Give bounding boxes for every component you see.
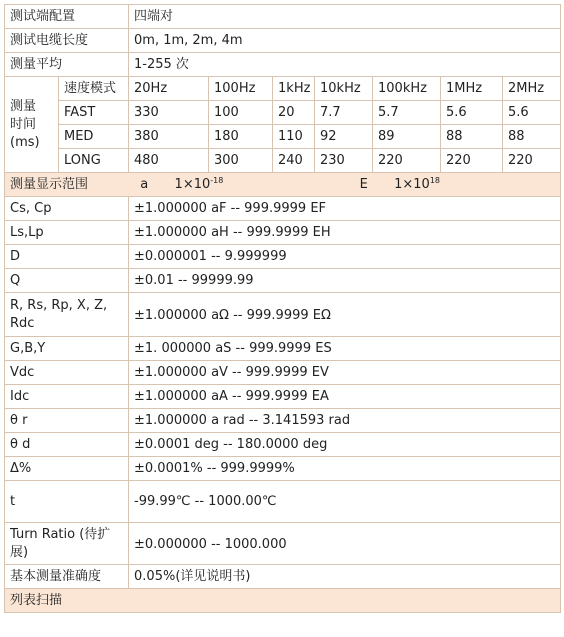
param-row bbox=[5, 245, 561, 269]
param-value: ±1.000000 aF -- 999.9999 EF bbox=[129, 197, 561, 221]
row-value: 四端对 bbox=[129, 5, 561, 29]
param-row bbox=[5, 523, 561, 565]
param-label: θ d bbox=[5, 433, 129, 457]
param-row bbox=[5, 481, 561, 523]
row-label: 测试端配置 bbox=[5, 5, 129, 29]
time-cell: 480 bbox=[129, 149, 209, 173]
time-label-line: (ms) bbox=[10, 134, 40, 150]
row-label: 测试电缆长度 bbox=[5, 29, 129, 53]
time-cell: 5.7 bbox=[373, 101, 441, 125]
freq-header: 2MHz bbox=[503, 77, 561, 101]
speed-mode-name: FAST bbox=[59, 101, 129, 125]
param-row bbox=[5, 361, 561, 385]
freq-header: 10kHz bbox=[315, 77, 373, 101]
param-value: ±0.01 -- 99999.99 bbox=[129, 269, 561, 293]
time-cell: 7.7 bbox=[315, 101, 373, 125]
param-row bbox=[5, 433, 561, 457]
param-value: ±1. 000000 aS -- 999.9999 ES bbox=[129, 337, 561, 361]
param-value: ±1.000000 a rad -- 3.141593 rad bbox=[129, 409, 561, 433]
speed-mode-header: 速度模式 bbox=[59, 77, 129, 101]
time-cell: 220 bbox=[503, 149, 561, 173]
time-cell: 5.6 bbox=[503, 101, 561, 125]
freq-header: 100kHz bbox=[373, 77, 441, 101]
param-label: Q bbox=[5, 269, 129, 293]
range-header bbox=[5, 173, 561, 197]
time-cell: 20 bbox=[273, 101, 315, 125]
range-e-value: $1\times 10^{18}$ bbox=[394, 175, 441, 192]
time-cell: 100 bbox=[209, 101, 273, 125]
freq-header: 20Hz bbox=[129, 77, 209, 101]
speed-mode-name: MED bbox=[59, 125, 129, 149]
time-cell: 88 bbox=[503, 125, 561, 149]
row-list-scan bbox=[5, 589, 561, 613]
time-cell: 230 bbox=[315, 149, 373, 173]
time-row-fast bbox=[5, 101, 561, 125]
row-cable bbox=[5, 29, 561, 53]
param-row bbox=[5, 221, 561, 245]
time-cell: 110 bbox=[273, 125, 315, 149]
time-label-line: 时间 bbox=[10, 116, 37, 132]
range-label: 测量显示范围 bbox=[10, 176, 89, 192]
freq-header: 1MHz bbox=[441, 77, 503, 101]
param-value: -99.99℃ -- 1000.00℃ bbox=[129, 481, 561, 523]
param-row bbox=[5, 197, 561, 221]
row-label: 基本测量准确度 bbox=[5, 565, 129, 589]
speed-mode-name: LONG bbox=[59, 149, 129, 173]
range-e-symbol: E bbox=[359, 176, 368, 192]
param-label: Vdc bbox=[5, 361, 129, 385]
param-label: θ r bbox=[5, 409, 129, 433]
param-value: ±1.000000 aV -- 999.9999 EV bbox=[129, 361, 561, 385]
param-label: Δ% bbox=[5, 457, 129, 481]
row-avg bbox=[5, 53, 561, 77]
param-label: R, Rs, Rp, X, Z, Rdc bbox=[5, 293, 129, 337]
range-a-symbol: a bbox=[140, 176, 149, 192]
param-label: D bbox=[5, 245, 129, 269]
param-label: Turn Ratio (待扩展) bbox=[5, 523, 129, 565]
param-row bbox=[5, 293, 561, 337]
param-row bbox=[5, 409, 561, 433]
param-value: ±1.000000 aA -- 999.9999 EA bbox=[129, 385, 561, 409]
time-cell: 5.6 bbox=[441, 101, 503, 125]
row-config bbox=[5, 5, 561, 29]
time-cell: 89 bbox=[373, 125, 441, 149]
time-cell: 300 bbox=[209, 149, 273, 173]
row-value: 0.05%(详见说明书) bbox=[129, 565, 561, 589]
param-label: Ls,Lp bbox=[5, 221, 129, 245]
row-value: 1-255 次 bbox=[129, 53, 561, 77]
row-value: 0m, 1m, 2m, 4m bbox=[129, 29, 561, 53]
time-cell: 92 bbox=[315, 125, 373, 149]
time-header-row bbox=[5, 77, 561, 101]
time-cell: 220 bbox=[373, 149, 441, 173]
param-value: ±0.000001 -- 9.999999 bbox=[129, 245, 561, 269]
param-row bbox=[5, 269, 561, 293]
range-header-row bbox=[5, 173, 561, 197]
freq-header: 1kHz bbox=[273, 77, 315, 101]
param-row bbox=[5, 385, 561, 409]
time-cell: 180 bbox=[209, 125, 273, 149]
param-row bbox=[5, 337, 561, 361]
param-label: Cs, Cp bbox=[5, 197, 129, 221]
time-label bbox=[5, 77, 59, 173]
param-row bbox=[5, 457, 561, 481]
row-accuracy bbox=[5, 565, 561, 589]
param-label: Idc bbox=[5, 385, 129, 409]
time-label-line: 测量 bbox=[10, 98, 37, 114]
list-scan-header: 列表扫描 bbox=[5, 589, 561, 613]
param-label: t bbox=[5, 481, 129, 523]
time-cell: 88 bbox=[441, 125, 503, 149]
time-cell: 240 bbox=[273, 149, 315, 173]
time-cell: 330 bbox=[129, 101, 209, 125]
freq-header: 100Hz bbox=[209, 77, 273, 101]
param-label: G,B,Y bbox=[5, 337, 129, 361]
row-label: 测量平均 bbox=[5, 53, 129, 77]
time-cell: 380 bbox=[129, 125, 209, 149]
param-value: ±0.000000 -- 1000.000 bbox=[129, 523, 561, 565]
spec-table bbox=[4, 4, 561, 613]
param-value: ±0.0001 deg -- 180.0000 deg bbox=[129, 433, 561, 457]
time-row-long bbox=[5, 149, 561, 173]
range-a-value: $1\times 10^{-18}$ bbox=[174, 175, 224, 192]
time-cell: 220 bbox=[441, 149, 503, 173]
time-row-med bbox=[5, 125, 561, 149]
param-value: ±0.0001% -- 999.9999% bbox=[129, 457, 561, 481]
param-value: ±1.000000 aH -- 999.9999 EH bbox=[129, 221, 561, 245]
param-value: ±1.000000 aΩ -- 999.9999 EΩ bbox=[129, 293, 561, 337]
